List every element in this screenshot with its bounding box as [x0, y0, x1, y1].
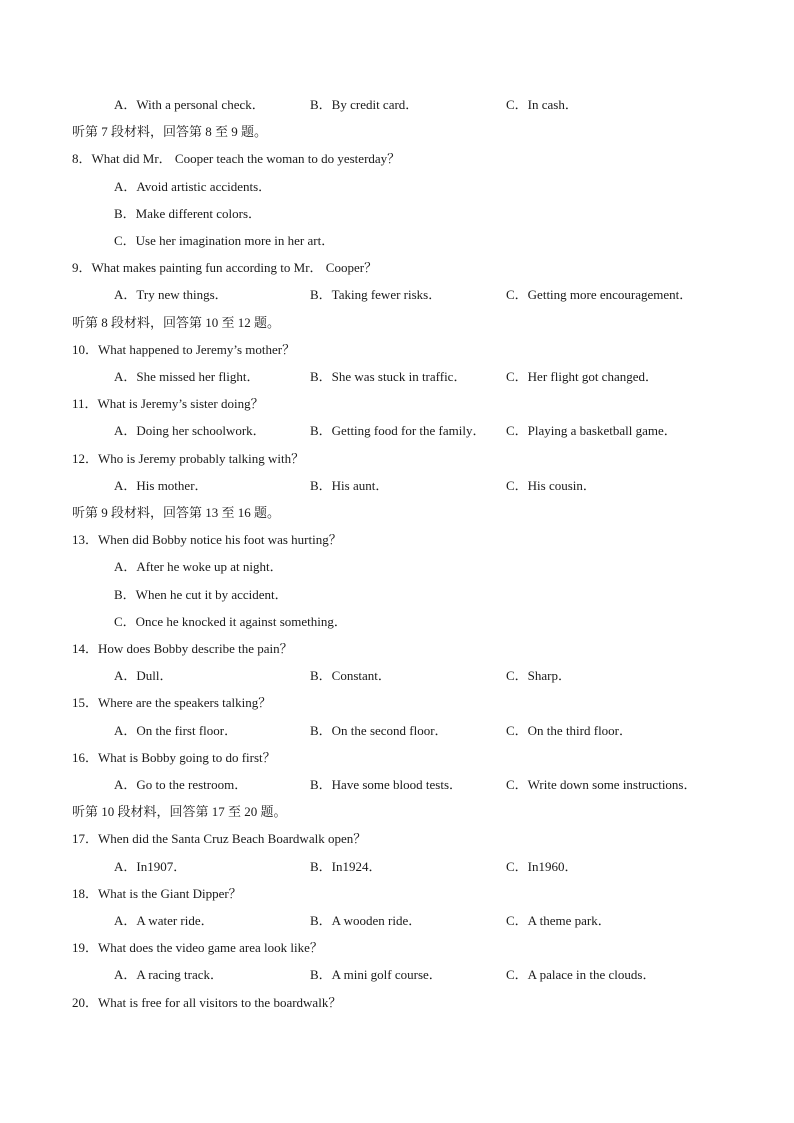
option-c: C．On the third floor．	[506, 723, 633, 738]
question-text: 14．How does Bobby describe the pain？	[72, 641, 293, 656]
option-c: C．His cousin．	[506, 478, 596, 493]
option-b: B．His aunt．	[310, 478, 389, 493]
option-a: A．Try new things．	[114, 287, 228, 302]
option-b: B．A mini golf course．	[310, 967, 442, 982]
option-a: A．On the first floor．	[114, 723, 238, 738]
option-a: A．A water ride．	[114, 913, 214, 928]
section-instruction: 听第 10 段材料，回答第 17 至 20 题。	[72, 804, 287, 819]
question-text: 12．Who is Jeremy probably talking with？	[72, 451, 305, 466]
option-c: C．In1960．	[506, 859, 578, 874]
option-b: B．In1924．	[310, 859, 382, 874]
option-c: C．Sharp．	[506, 668, 572, 683]
option-c: C．A theme park．	[506, 913, 611, 928]
option-a: A．His mother．	[114, 478, 208, 493]
option-line: A．Avoid artistic accidents．	[114, 179, 272, 194]
option-c: C．Write down some instructions．	[506, 777, 697, 792]
option-b: B．She was stuck in traffic．	[310, 369, 467, 384]
option-b: B．Constant．	[310, 668, 391, 683]
option-line: B．When he cut it by accident．	[114, 587, 288, 602]
option-b: B．Taking fewer risks．	[310, 287, 442, 302]
option-b: B．On the second floor．	[310, 723, 448, 738]
option-b: B．By credit card．	[310, 97, 419, 112]
question-text: 18．What is the Giant Dipper？	[72, 886, 242, 901]
section-instruction: 听第 8 段材料，回答第 10 至 12 题。	[72, 315, 281, 330]
option-a: A．In1907．	[114, 859, 187, 874]
option-c: C．Playing a basketball game．	[506, 423, 677, 438]
option-line: C．Use her imagination more in her art．	[114, 233, 335, 248]
question-text: 11．What is Jeremy’s sister doing？	[72, 396, 264, 411]
option-a: A．Dull．	[114, 668, 173, 683]
option-a: A．A racing track．	[114, 967, 224, 982]
option-b: B．Have some blood tests．	[310, 777, 463, 792]
section-instruction: 听第 9 段材料，回答第 13 至 16 题。	[72, 505, 281, 520]
question-text: 16．What is Bobby going to do first？	[72, 750, 276, 765]
option-b: B．A wooden ride．	[310, 913, 422, 928]
question-text: 20．What is free for all visitors to the boardwalk？	[72, 995, 342, 1010]
question-text: 15．Where are the speakers talking？	[72, 695, 272, 710]
option-line: B．Make different colors．	[114, 206, 262, 221]
question-text: 8．What did Mr． Cooper teach the woman to do yesterday？	[72, 151, 401, 166]
question-text: 19．What does the video game area look like？	[72, 940, 323, 955]
option-c: C．Getting more encouragement．	[506, 287, 693, 302]
section-instruction: 听第 7 段材料，回答第 8 至 9 题。	[72, 124, 268, 139]
option-a: A．Go to the restroom．	[114, 777, 248, 792]
option-a: A．Doing her schoolwork．	[114, 423, 266, 438]
option-a: A．She missed her flight．	[114, 369, 260, 384]
question-text: 10．What happened to Jeremy’s mother？	[72, 342, 296, 357]
question-text: 13．When did Bobby notice his foot was hurting？	[72, 532, 342, 547]
option-line: C．Once he knocked it against something．	[114, 614, 347, 629]
question-text: 17．When did the Santa Cruz Beach Boardwalk open？	[72, 831, 367, 846]
option-b: B．Getting food for the family．	[310, 423, 486, 438]
option-c: C．In cash．	[506, 97, 578, 112]
option-c: C．Her flight got changed．	[506, 369, 658, 384]
question-text: 9．What makes painting fun according to Mr． Cooper？	[72, 260, 378, 275]
option-a: A．With a personal check．	[114, 97, 265, 112]
option-c: C．A palace in the clouds．	[506, 967, 656, 982]
option-line: A．After he woke up at night．	[114, 559, 283, 574]
